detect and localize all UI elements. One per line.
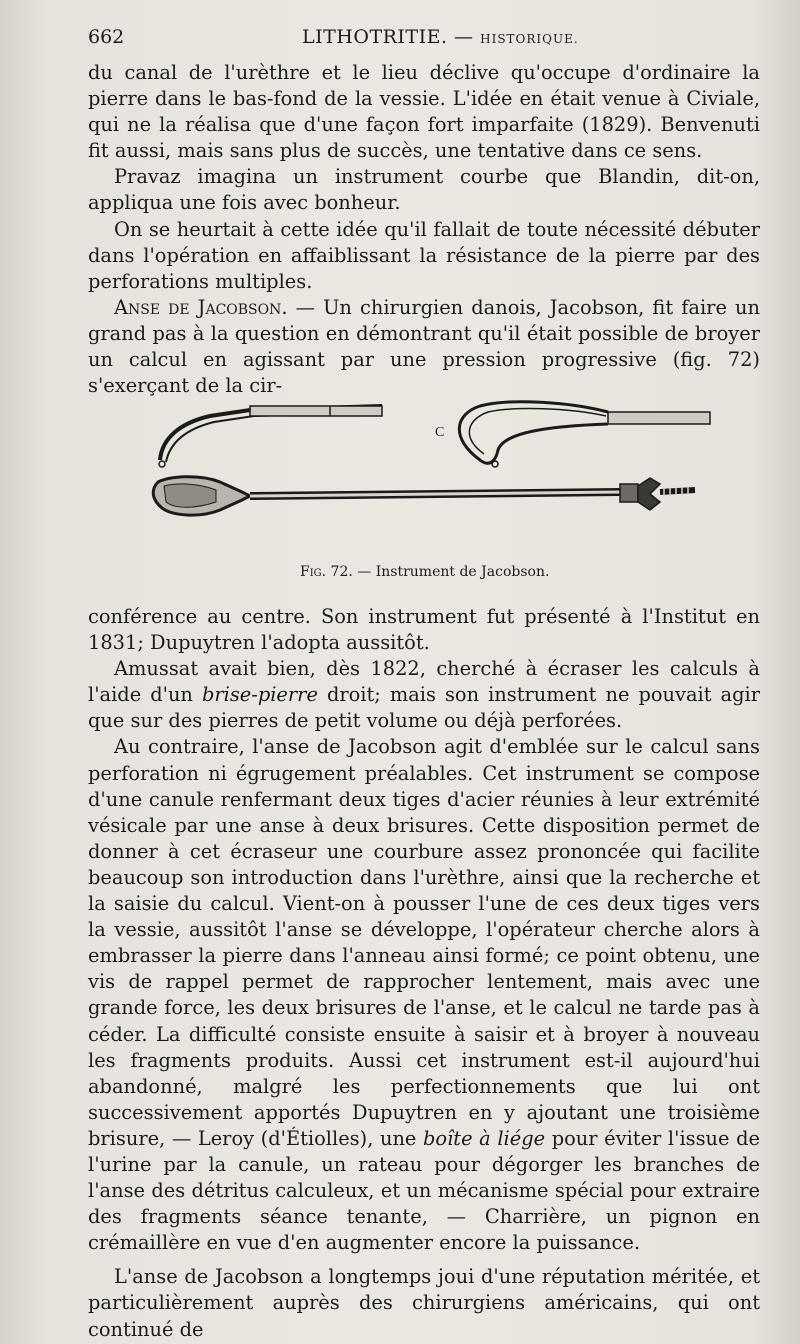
description-text-after: pour éviter l'issue de l'urine par la canule, un rateau pour dégorger les branches de l'anse des détritus calculeux, et un mécanisme spécial pour extraire des fragments séance tenante, — Charrière, un pignon en crémaillère en vue d'en augmenter encore la puissance. (88, 1126, 761, 1255)
paragraph-description (88, 734, 760, 1256)
straight-instrument (153, 477, 695, 515)
paragraph-perforations: On se heurtait à cette idée qu'il fallait de toute nécessité débuter dans l'opération en affaiblissant la résistance de la pierre par des perforations multiples. (88, 217, 760, 293)
page-header (88, 20, 760, 54)
amussat-italic: brise-pierre (201, 683, 318, 707)
paragraph-anse-intro (88, 295, 760, 399)
amussat-text-before: Amussat avait bien, dès 1822, cherché à écraser les calculs à l'aide d'un (88, 657, 760, 707)
page-number: 662 (88, 26, 125, 48)
running-title-dash: — (447, 26, 481, 48)
top-text-block (88, 60, 760, 399)
figure-72-illustration (150, 398, 720, 528)
running-title (302, 26, 579, 48)
description-italic: boîte à liége (423, 1126, 546, 1150)
description-text-before: Au contraire, l'anse de Jacobson agit d'emblée sur le calcul sans perforation ni égrugement préalables. Cet instrument se compose d'une canule renfermant deux tiges d'acier réunies à leur extrémité vésicale par une anse à deux brisures. Cette disposition permet de donner à cet écraseur une courbure assez prononcée qui facilite beaucoup son introduction dans l'urèthre, ainsi que la recherche et la saisie du calcul. Vient-on à pousser l'une de ces deux tiges vers la vessie, aussitôt l'anse se développe, l'opérateur cherche alors à embrasser la pierre dans l'anneau ainsi formé; ce point obtenu, une vis de rappel permet de rapprocher lentement, mais avec une grande force, les deux brisures de l'anse, et le calcul ne tarde pas à céder. La difficulté consiste ensuite à saisir et à broyer à nouveau les fragments produits. Aussi cet instrument est-il aujourd'hui abandonné, malgré les perfectionnements que lui ont successivement apportés Dupuytren en y ajoutant une troisième brisure, — Leroy (d'Étiolles), une (88, 735, 760, 1150)
figure-caption-text: — Instrument de Jacobson. (352, 564, 550, 580)
anse-intro-text: — Un chirurgien danois, Jacobson, fit faire un grand pas à la question en démontrant qu'il était possible de broyer un calcul en agissant par une pression progressive (fig. 72) s'exerçant de la cir- (88, 295, 760, 398)
paragraph-pravaz: Pravaz imagina un instrument courbe que Blandin, dit-on, appliqua une fois avec bonheur. (88, 165, 760, 215)
running-title-sub: HISTORIQUE. (480, 32, 579, 46)
curved-instrument (159, 406, 382, 467)
loop-instrument (459, 402, 710, 467)
paragraph-amussat (88, 656, 760, 734)
bottom-text-block (88, 604, 760, 1343)
figure-letter-c: C (435, 425, 445, 440)
figure-caption (300, 564, 549, 580)
paragraph-continuation: conférence au centre. Son instrument fut présenté à l'Institut en 1831; Dupuytren l'adopta aussitôt. (88, 605, 760, 655)
amussat-text-after: droit; mais son instrument ne pouvait agir que sur des pierres de petit volume ou déjà perforées. (88, 683, 760, 733)
jacobson-instrument-drawing (150, 398, 720, 528)
section-heading-anse: Anse de Jacobson. (114, 295, 288, 319)
paragraph-reputation: L'anse de Jacobson a longtemps joui d'une réputation méritée, et particulièrement auprès des chirurgiens américains, qui ont continué de (88, 1265, 760, 1341)
figure-caption-label: Fig. 72. (300, 564, 353, 580)
paragraph-civiale: du canal de l'urèthre et le lieu déclive qu'occupe d'ordinaire la pierre dans le bas-fond de la vessie. L'idée en était venue à Civiale, qui ne la réalisa que d'une façon fort imparfaite (1829). Benvenuti fit aussi, mais sans plus de succès, une tentative dans ce sens. (88, 61, 760, 163)
running-title-main: LITHOTRITIE. (302, 26, 448, 48)
